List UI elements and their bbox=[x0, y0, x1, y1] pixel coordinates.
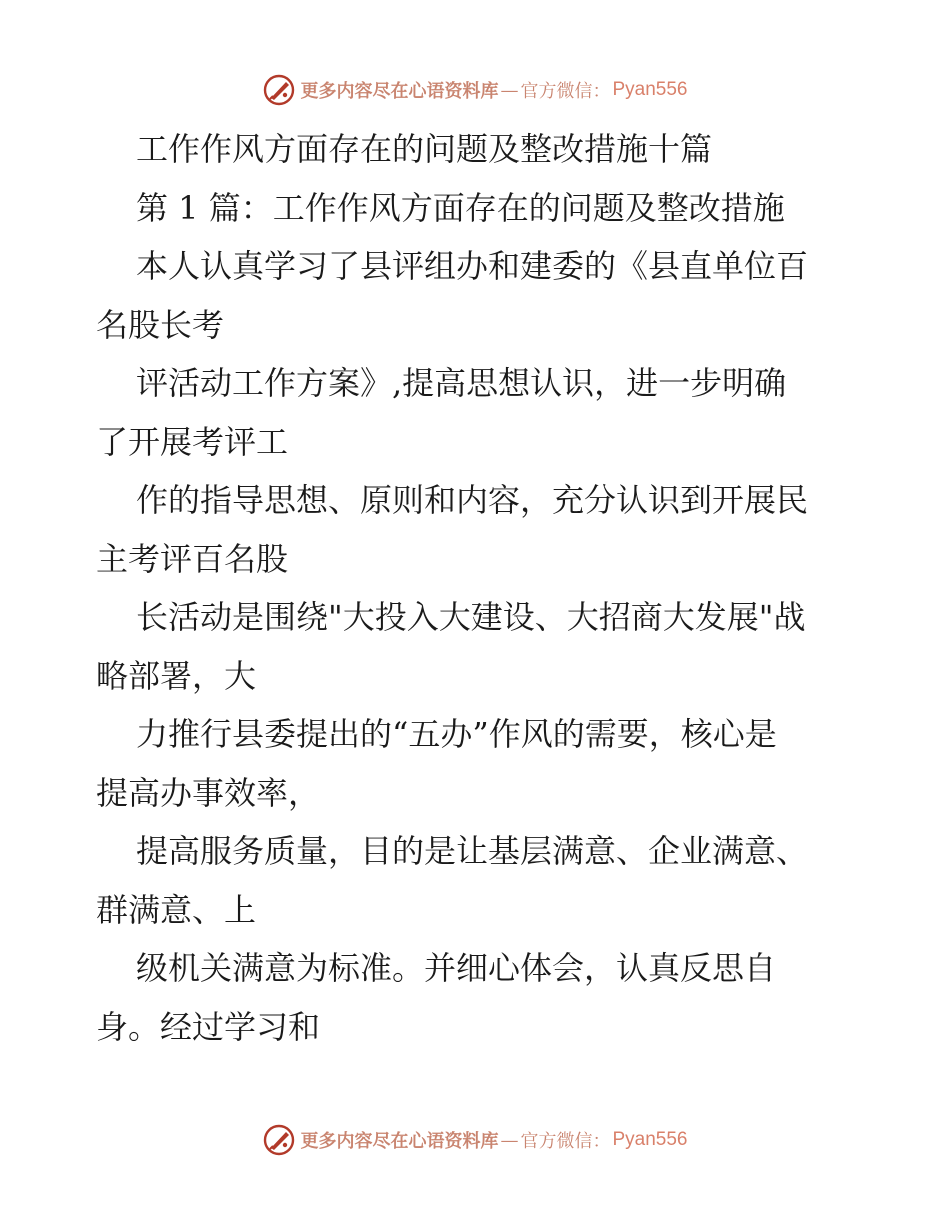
text-line: 身。经过学习和 bbox=[96, 1007, 321, 1046]
quill-logo-icon bbox=[262, 73, 296, 107]
text-line: 力推行县委提出的“五办”作风的需要，核心是 bbox=[136, 715, 777, 753]
text-line: 群满意、上 bbox=[96, 890, 257, 929]
header-watermark bbox=[0, 70, 950, 110]
brand-name: 更多内容尽在心语资料库 bbox=[300, 81, 499, 102]
brand-separator: — bbox=[500, 1129, 519, 1151]
text-line: 名股长考 bbox=[96, 305, 225, 344]
text-line: 提高办事效率， bbox=[96, 773, 321, 812]
contact-label: 官方微信： bbox=[520, 1131, 611, 1152]
contact-id: Pyan556 bbox=[612, 79, 688, 100]
text-line: 级机关满意为标准。并细心体会，认真反思自 bbox=[136, 949, 777, 987]
text-line: 略部署，大 bbox=[96, 656, 257, 695]
brand-separator: — bbox=[500, 79, 519, 101]
contact-label: 官方微信： bbox=[520, 81, 611, 102]
text-line: 第 1 篇：工作作风方面存在的问题及整改措施 bbox=[136, 188, 785, 227]
text-line: 评活动工作方案》,提高思想认识，进一步明确 bbox=[136, 364, 787, 402]
brand-name: 更多内容尽在心语资料库 bbox=[300, 1131, 499, 1152]
text-line: 主考评百名股 bbox=[96, 539, 289, 578]
text-line: 作的指导思想、原则和内容，充分认识到开展民 bbox=[136, 481, 809, 519]
text-line: 了开展考评工 bbox=[96, 422, 289, 461]
contact-id: Pyan556 bbox=[612, 1129, 688, 1150]
text-line: 工作作风方面存在的问题及整改措施十篇 bbox=[136, 130, 713, 168]
text-line: 长活动是围绕"大投入大建设、大招商大发展"战 bbox=[136, 598, 806, 636]
quill-logo-icon bbox=[262, 1123, 296, 1157]
text-line: 本人认真学习了县评组办和建委的《县直单位百 bbox=[136, 247, 809, 285]
footer-watermark bbox=[0, 1120, 950, 1160]
text-line: 提高服务质量，目的是让基层满意、企业满意、 bbox=[136, 832, 809, 870]
document-body bbox=[96, 120, 856, 1056]
